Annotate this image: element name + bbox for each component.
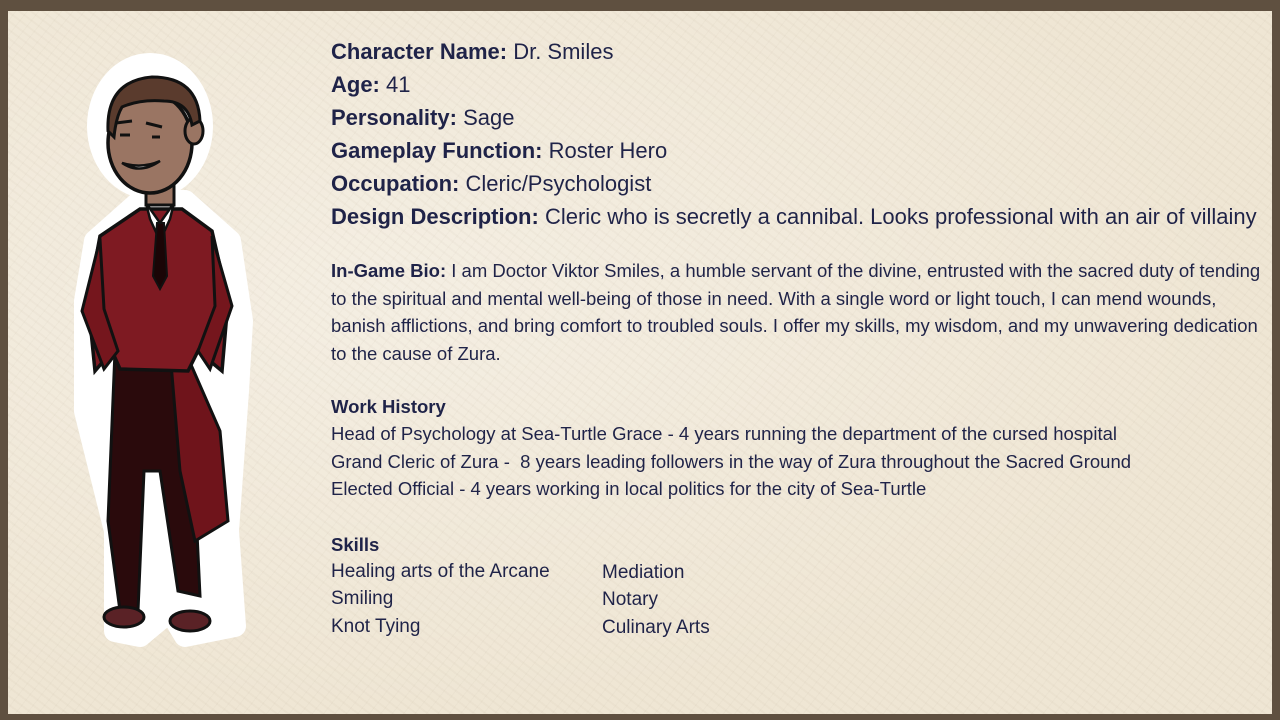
- occupation-label: Occupation:: [331, 171, 460, 196]
- right-shoe: [170, 611, 210, 631]
- work-history-section: [331, 393, 1261, 503]
- skill-item: Smiling: [331, 588, 394, 609]
- character-illustration: [60, 51, 260, 661]
- design-description-label: Design Description:: [331, 204, 539, 229]
- skill-item: Mediation: [602, 561, 685, 583]
- age-label: Age:: [331, 72, 380, 97]
- left-shoe: [104, 607, 144, 627]
- gameplay-function-label: Gameplay Function:: [331, 138, 543, 163]
- skills-title: Skills: [331, 533, 380, 555]
- character-name-value: Dr. Smiles: [513, 39, 614, 64]
- occupation-value: Cleric/Psychologist: [465, 171, 652, 196]
- skill-item: Knot Tying: [331, 615, 421, 637]
- character-sheet: [331, 35, 1261, 641]
- card-background: [8, 11, 1272, 714]
- age-row: [331, 68, 1261, 101]
- personality-label: Personality:: [331, 105, 457, 130]
- age-value: 41: [386, 72, 411, 97]
- work-history-item: Head of Psychology at Sea-Turtle Grace - 4 years running the department of the cursed hospital: [331, 423, 1117, 444]
- design-description-value: Cleric who is secretly a cannibal. Looks professional with an air of villainy: [544, 204, 1257, 229]
- character-name-row: [331, 35, 1261, 68]
- skills-section: [331, 531, 1261, 642]
- personality-row: [331, 101, 1261, 134]
- skills-column-right: [602, 558, 873, 642]
- work-history-item: Elected Official - 4 years working in local politics for the city of Sea-Turtle: [331, 478, 927, 499]
- design-description-row: [331, 200, 1261, 233]
- skill-item: Healing arts of the Arcane: [331, 560, 550, 582]
- bio-label: In-Game Bio:: [331, 260, 447, 281]
- skill-item: Notary: [602, 589, 658, 610]
- gameplay-function-value: Roster Hero: [548, 138, 668, 163]
- skill-item: Culinary Arts: [602, 616, 710, 638]
- character-name-label: Character Name:: [331, 39, 508, 64]
- skills-column-left: [331, 558, 602, 642]
- work-history-item: Grand Cleric of Zura - 8 years leading followers in the way of Zura throughout the Sacred Ground: [331, 450, 1132, 472]
- gameplay-function-row: [331, 134, 1261, 167]
- bio-text: I am Doctor Viktor Smiles, a humble servant of the divine, entrusted with the sacred duty of tending to the spiritual and mental well-being of those in need. With a single word or light touch, I can mend wounds, banish afflictions, and bring comfort to troubled souls. I offer my skills, my wisdom, and my unwavering dedication to the cause of Zura.: [331, 260, 1261, 364]
- in-game-bio: [331, 257, 1261, 367]
- personality-value: Sage: [463, 105, 515, 130]
- work-history-title: Work History: [331, 396, 446, 417]
- occupation-row: [331, 167, 1261, 200]
- skills-grid: [331, 558, 1261, 642]
